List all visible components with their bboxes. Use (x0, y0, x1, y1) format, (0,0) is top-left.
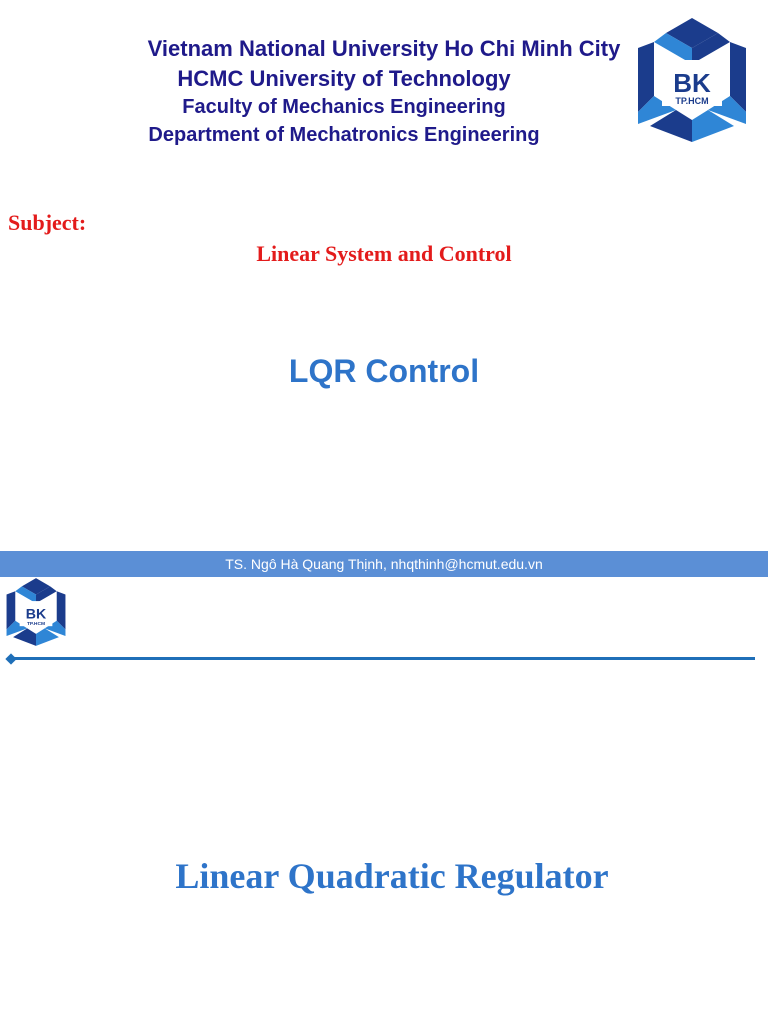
logo-text-main: BK (673, 68, 711, 98)
slide2-title: Linear Quadratic Regulator (175, 856, 609, 896)
subject-label: Subject: (8, 210, 87, 235)
header-divider (10, 657, 755, 660)
header-school: HCMC University of Technology (177, 66, 511, 91)
header-department: Department of Mechatronics Engineering (148, 124, 540, 146)
logo-text-sub: TP.HCM (675, 96, 709, 106)
header-university: Vietnam National University Ho Chi Minh City (147, 36, 621, 61)
course-name: Linear System and Control (256, 241, 512, 266)
divider-diamond-icon (5, 653, 16, 664)
slide-footer (0, 551, 768, 577)
university-logo-small-icon (0, 576, 72, 648)
logo-small-text-sub: TP.HCM (26, 622, 46, 628)
header-faculty: Faculty of Mechanics Engineering (182, 96, 506, 118)
lecture-topic: LQR Control (288, 353, 480, 389)
author-footer: TS. Ngô Hà Quang Thịnh, nhqthinh@hcmut.edu.vn (0, 551, 768, 577)
logo-small-text-main: BK (25, 606, 47, 623)
university-logo-icon (626, 14, 758, 146)
